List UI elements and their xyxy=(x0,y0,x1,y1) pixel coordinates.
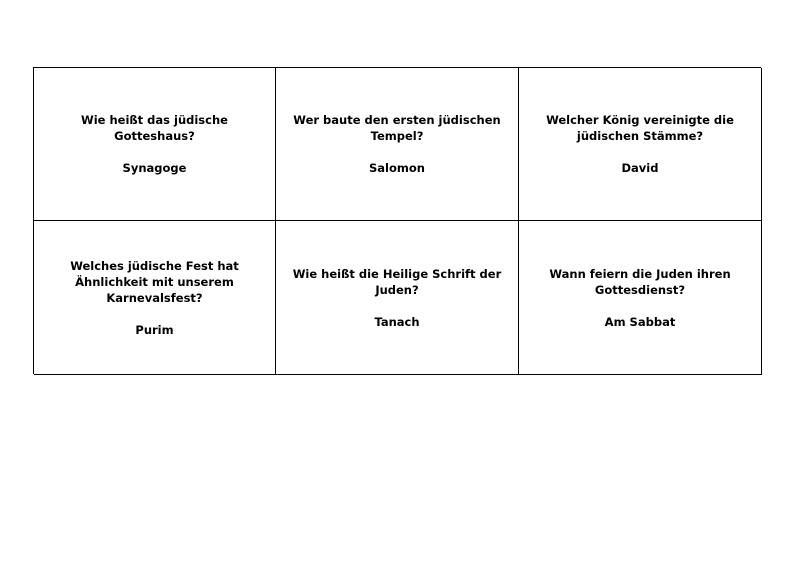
quiz-card xyxy=(276,68,519,221)
card-question: Wann feiern die Juden ihren Gottesdienst? xyxy=(549,266,731,297)
quiz-card xyxy=(34,221,276,375)
quiz-card xyxy=(34,68,276,221)
quiz-card-grid xyxy=(33,67,761,374)
card-answer: Am Sabbat xyxy=(604,314,676,329)
card-question: Wie heißt die Heilige Schrift der Juden? xyxy=(292,266,502,297)
quiz-card xyxy=(519,221,762,375)
card-answer: Purim xyxy=(135,322,174,337)
card-answer: Salomon xyxy=(369,161,425,175)
quiz-card xyxy=(519,68,762,221)
card-answer: David xyxy=(621,161,659,175)
card-question: Wie heißt das jüdische Gotteshaus? xyxy=(81,113,228,143)
card-question: Wer baute den ersten jüdischen Tempel? xyxy=(293,113,501,143)
card-question: Welches jüdische Fest hat Ähnlichkeit mit unserem Karnevalsfest? xyxy=(70,258,239,305)
quiz-card xyxy=(276,221,519,375)
card-answer: Synagoge xyxy=(122,161,187,175)
card-question: Welcher König vereinigte die jüdischen Stämme? xyxy=(546,113,734,143)
card-answer: Tanach xyxy=(374,314,420,329)
